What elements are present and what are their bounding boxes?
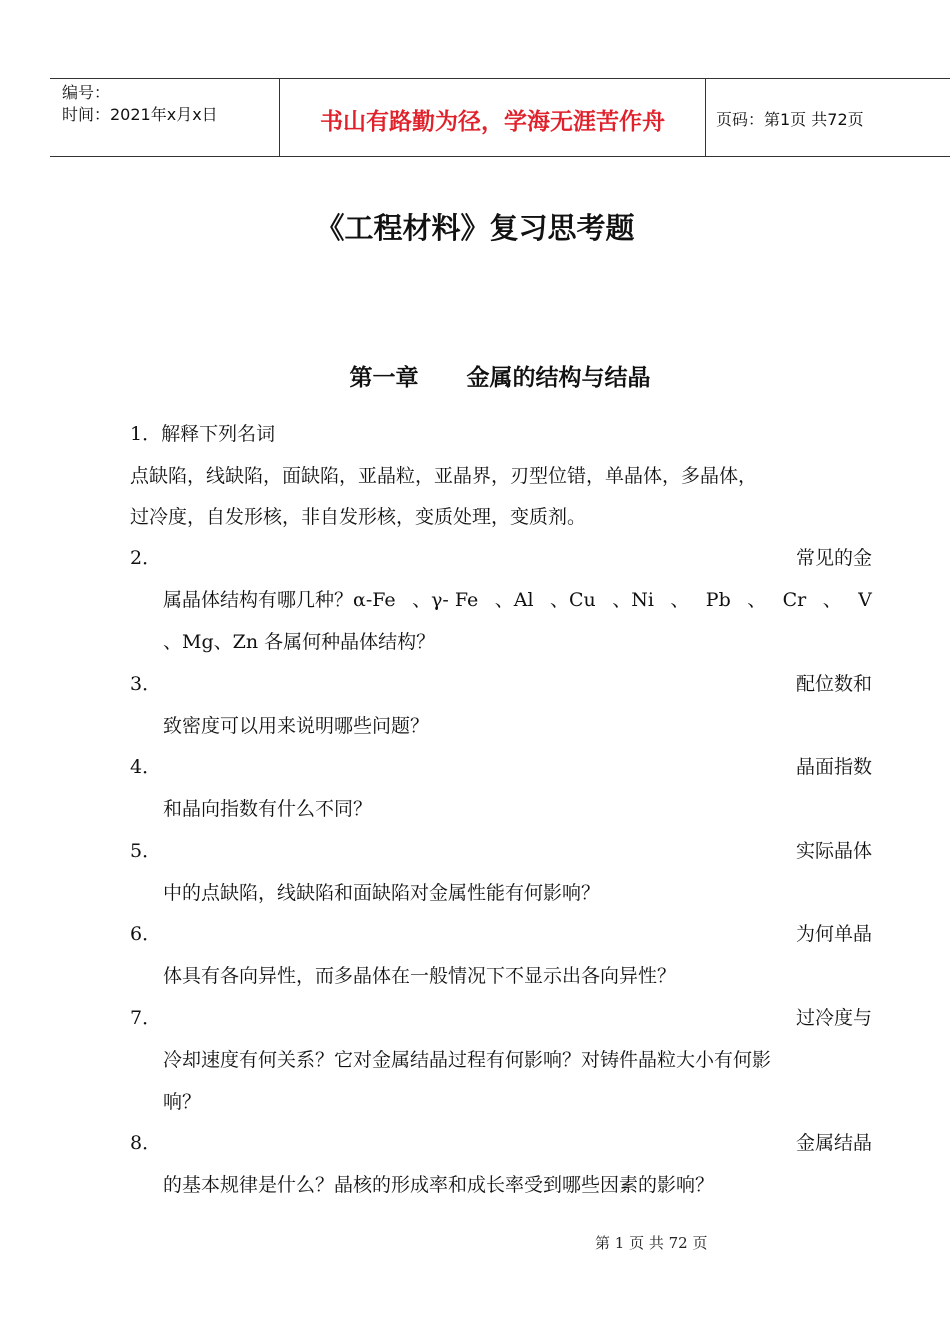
page-info: 页码：第1页 共72页 (716, 110, 864, 129)
q5-number: 5． (130, 840, 162, 862)
q2-part: 、γ- Fe (412, 589, 479, 611)
document-title: 《工程材料》复习思考题 (315, 211, 635, 245)
q8-number: 8． (130, 1132, 162, 1154)
q2-line1 (163, 588, 872, 612)
q2-part: V (858, 589, 872, 611)
q2-line2: 、Mg、Zn 各属何种晶体结构？ (163, 631, 436, 653)
q2-part: Pb (705, 589, 731, 611)
q8-line-end: 金属结晶 (795, 1132, 872, 1154)
header-left-cell (50, 79, 279, 156)
page-footer: 第 1 页 共 72 页 (595, 1234, 708, 1252)
q3-number: 3． (130, 673, 162, 695)
q7-number: 7． (130, 1007, 162, 1029)
q8-line1: 的基本规律是什么？晶核的形成率和成长率受到哪些因素的影响？ (163, 1174, 715, 1196)
q2-part: 属晶体结构有哪几种？α-Fe (163, 589, 396, 611)
q2-number: 2． (130, 547, 162, 569)
header-page-cell (706, 79, 950, 156)
number-label: 编号： (62, 83, 111, 102)
q7-line1: 冷却速度有何关系？它对金属结晶过程有何影响？对铸件晶粒大小有何影 (163, 1049, 772, 1071)
document-header (50, 78, 950, 157)
q2-line-end: 常见的金 (795, 547, 872, 569)
q6-line1: 体具有各向异性，而多晶体在一般情况下不显示出各向异性？ (163, 965, 677, 987)
q7-line2: 响？ (163, 1091, 202, 1113)
q3-line-end: 配位数和 (795, 673, 872, 695)
q3-line1: 致密度可以用来说明哪些问题？ (163, 715, 430, 737)
q6-number: 6． (130, 923, 162, 945)
motto: 书山有路勤为径，学海无涯苦作舟 (320, 109, 665, 135)
q7-line-end: 过冷度与 (795, 1007, 872, 1029)
q2-part: 、Al (494, 589, 534, 611)
q4-line1: 和晶向指数有什么不同？ (163, 798, 373, 820)
time-label: 时间：2021年x月x日 (62, 105, 218, 124)
q4-line-end: 晶面指数 (795, 756, 872, 778)
q1-terms-line2: 过冷度，自发形核，非自发形核，变质处理，变质剂。 (130, 506, 587, 528)
header-motto-cell (279, 79, 706, 156)
q6-line-end: 为何单晶 (795, 923, 872, 945)
q5-line1: 中的点缺陷，线缺陷和面缺陷对金属性能有何影响？ (163, 882, 601, 904)
q2-part: 、Ni (612, 589, 654, 611)
q2-part: 、Cu (549, 589, 596, 611)
q1-terms-line1: 点缺陷，线缺陷，面缺陷，亚晶粒，亚晶界，刃型位错，单晶体，多晶体， (130, 465, 758, 487)
q2-part: 、 (670, 589, 690, 611)
q2-part: 、 (822, 589, 842, 611)
q2-part: 、 (747, 589, 767, 611)
q2-part: Cr (782, 589, 807, 611)
q5-line-end: 实际晶体 (795, 840, 872, 862)
q4-number: 4． (130, 756, 162, 778)
chapter-heading: 第一章 金属的结构与结晶 (349, 365, 651, 391)
q1-heading: 1．解释下列名词 (130, 423, 276, 445)
